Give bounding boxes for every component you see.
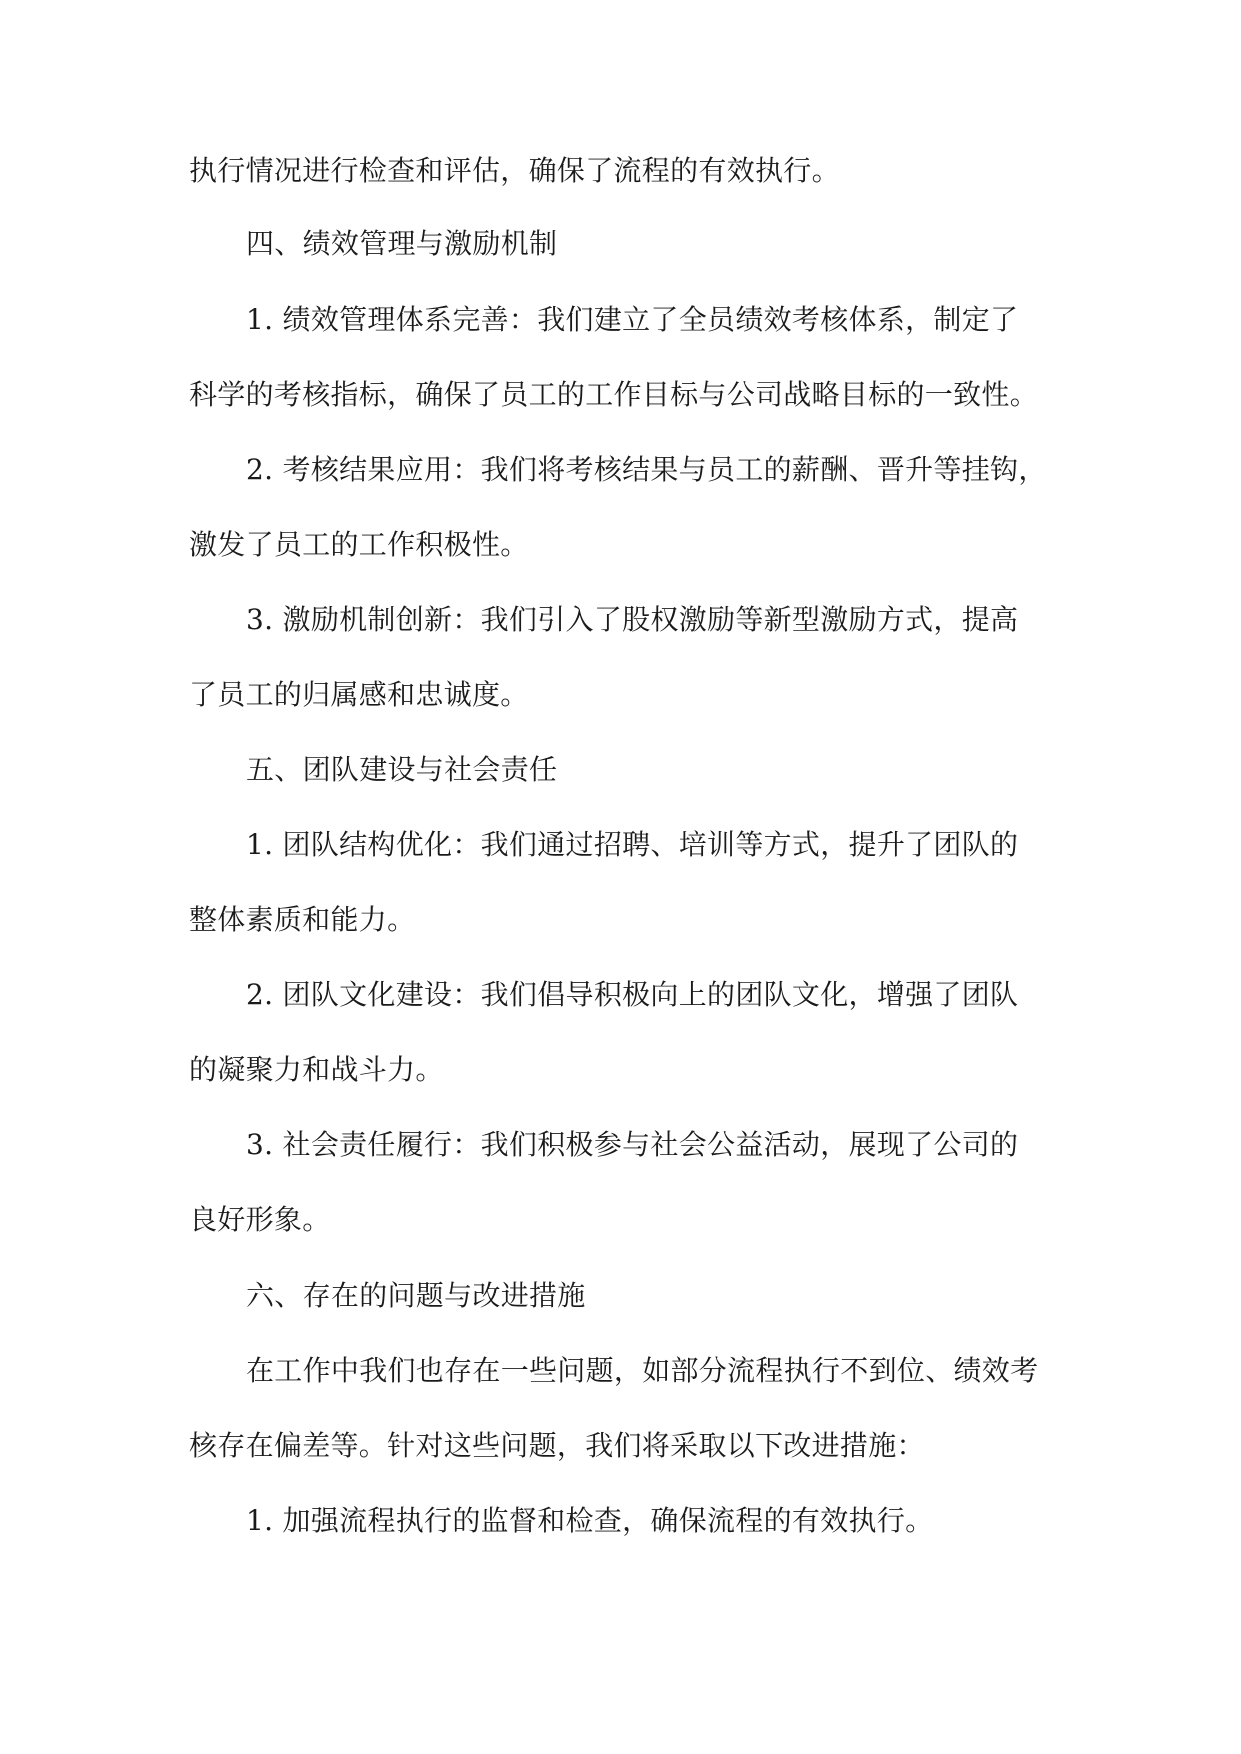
paragraph-line: 了员工的归属感和忠诚度。 bbox=[189, 678, 529, 711]
section-heading: 五、团队建设与社会责任 bbox=[246, 753, 558, 786]
list-item-line: 2. 团队文化建设：我们倡导积极向上的团队文化，增强了团队 bbox=[246, 978, 1019, 1011]
paragraph-line: 科学的考核指标，确保了员工的工作目标与公司战略目标的一致性。 bbox=[189, 378, 1039, 411]
list-item-line: 1. 加强流程执行的监督和检查，确保流程的有效执行。 bbox=[246, 1504, 934, 1537]
paragraph-line: 激发了员工的工作积极性。 bbox=[189, 528, 529, 561]
paragraph-line: 整体素质和能力。 bbox=[189, 903, 416, 936]
list-item-line: 1. 绩效管理体系完善：我们建立了全员绩效考核体系，制定了 bbox=[246, 303, 1019, 336]
list-item-line: 3. 社会责任履行：我们积极参与社会公益活动，展现了公司的 bbox=[246, 1128, 1019, 1161]
paragraph-line: 良好形象。 bbox=[189, 1203, 331, 1236]
list-item-line: 3. 激励机制创新：我们引入了股权激励等新型激励方式，提高 bbox=[246, 603, 1019, 636]
section-heading: 六、存在的问题与改进措施 bbox=[246, 1279, 586, 1312]
paragraph-line: 执行情况进行检查和评估，确保了流程的有效执行。 bbox=[189, 154, 840, 187]
section-heading: 四、绩效管理与激励机制 bbox=[246, 227, 558, 260]
paragraph-line: 在工作中我们也存在一些问题，如部分流程执行不到位、绩效考 bbox=[246, 1354, 1039, 1387]
list-item-line: 1. 团队结构优化：我们通过招聘、培训等方式，提升了团队的 bbox=[246, 828, 1019, 861]
list-item-line: 2. 考核结果应用：我们将考核结果与员工的薪酬、晋升等挂钩， bbox=[246, 453, 1047, 486]
paragraph-line: 核存在偏差等。针对这些问题，我们将采取以下改进措施： bbox=[189, 1429, 925, 1462]
paragraph-line: 的凝聚力和战斗力。 bbox=[189, 1053, 444, 1086]
